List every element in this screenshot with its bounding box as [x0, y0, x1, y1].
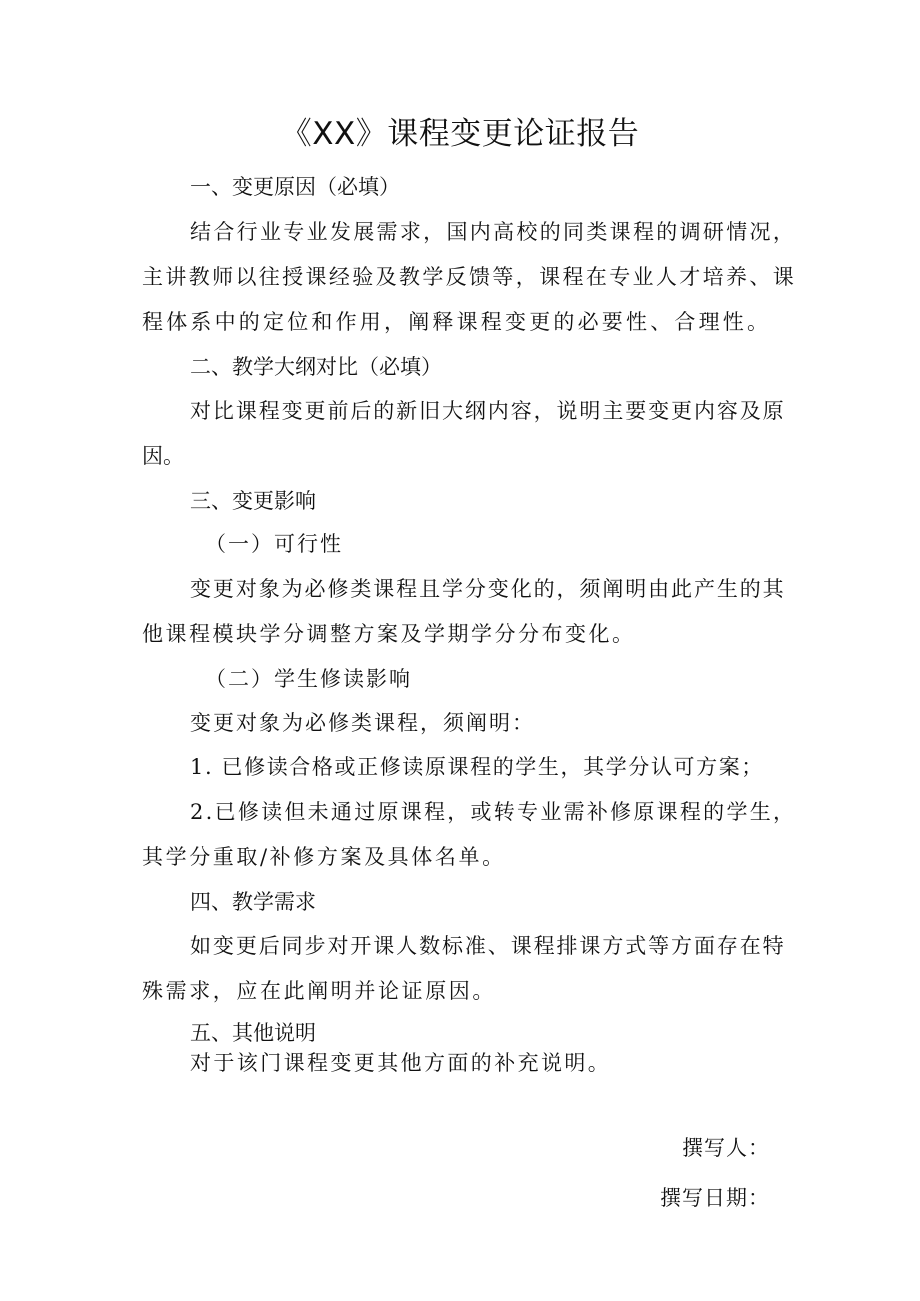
paragraph-line: 变 更 对 象 为 必 修 类 课 程 且 学 分 变 化 的 ， 须 阐 明 由 此 产 生 的 其: [190, 577, 784, 601]
paragraph-line: 他课程模块学分调整方案及学期学分分布变化。: [142, 622, 636, 646]
paragraph-line: 如 变 更 后 同 步 对 开 课 人 数 标 准 、 课 程 排 课 方 式 等 方 面 存 在 特: [190, 934, 784, 958]
paragraph-line: 主 讲 教 师 以 往 授 课 经 验 及 教 学 反 馈 等 ， 课 程 在 专 业 人 才 培 养 、 课: [142, 265, 794, 289]
paragraph-line: 结 合 行 业 专 业 发 展 需 求 ， 国 内 高 校 的 同 类 课 程 的 调 研 情 况 ，: [190, 220, 794, 244]
section-heading-reason: 一、变更原因（必填）: [190, 175, 400, 199]
paragraph-line: 殊需求，应在此阐明并论证原因。: [142, 979, 496, 1003]
paragraph-line: 对 比 课 程 变 更 前 后 的 新 旧 大 纲 内 容 ， 说 明 主 要 变 更 内 容 及 原: [190, 399, 784, 423]
list-item-continuation: 其学分重取/补修方案及具体名单。: [142, 845, 506, 869]
subsection-heading-student-impact: （二）学生修读影响: [205, 667, 412, 691]
list-item: 1. 已修读合格或正修读原课程的学生，其学分认可方案；: [190, 755, 764, 779]
section-heading-syllabus: 二、教学大纲对比（必填）: [190, 355, 442, 379]
paragraph-line: 对于该门课程变更其他方面的补充说明。: [190, 1051, 612, 1075]
section-heading-impact: 三、变更影响: [190, 489, 316, 513]
date-label: 撰写日期：: [660, 1186, 770, 1210]
section-heading-other: 五、其他说明: [190, 1021, 316, 1045]
section-heading-needs: 四、教学需求: [190, 890, 316, 914]
author-label: 撰写人：: [682, 1136, 770, 1160]
subsection-heading-feasibility: （一）可行性: [205, 532, 343, 556]
paragraph-line: 变更对象为必修类课程，须阐明：: [190, 711, 535, 735]
list-item: 2 . 已 修 读 但 未 通 过 原 课 程 ， 或 转 专 业 需 补 修 原 课 程 的 学 生 ，: [190, 800, 794, 824]
paragraph-line: 因。: [142, 444, 184, 468]
page-title: 《XX》课程变更论证报告: [280, 116, 640, 152]
paragraph-line: 程体系中的定位和作用，阐释课程变更的必要性、合理性。: [142, 310, 772, 334]
